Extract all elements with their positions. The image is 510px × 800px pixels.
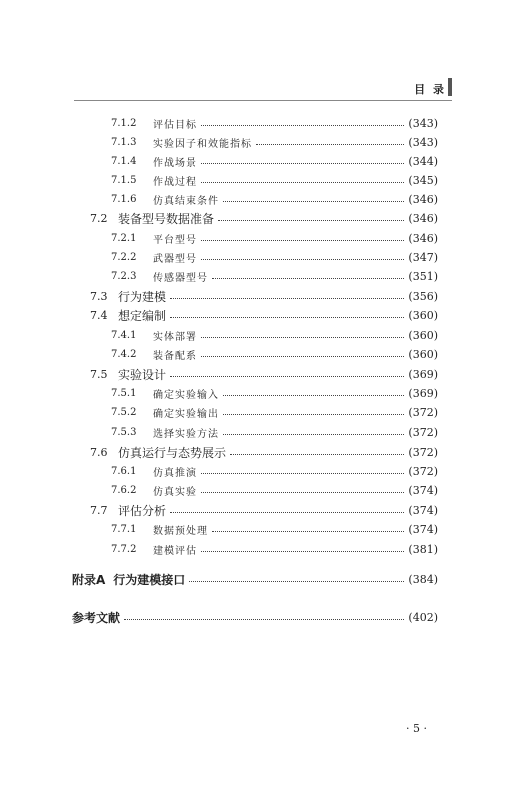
toc-entry-number: 7.4	[90, 308, 108, 322]
toc-leader-dots	[170, 511, 404, 513]
toc-entry-page: (346)	[408, 211, 438, 225]
toc-entry[interactable]	[90, 307, 438, 323]
toc-entry[interactable]	[111, 153, 438, 169]
toc-leader-dots	[223, 394, 404, 396]
toc-entry-page: (347)	[408, 250, 438, 264]
toc-entry[interactable]	[111, 191, 438, 207]
toc-entry[interactable]	[111, 115, 438, 131]
toc-leader-dots	[201, 162, 404, 164]
toc-entry[interactable]	[111, 249, 438, 265]
toc-entry-title: 武器型号	[153, 253, 197, 265]
toc-entry-page: (345)	[408, 173, 438, 187]
toc-entry-page: (369)	[408, 386, 438, 400]
toc-entry[interactable]	[111, 463, 438, 479]
toc-entry-page: (374)	[408, 483, 438, 497]
toc-references-entry[interactable]	[72, 608, 438, 626]
toc-leader-dots	[212, 277, 404, 279]
toc-entry-title: 装备配系	[153, 350, 197, 362]
toc-entry[interactable]	[111, 404, 438, 420]
toc-entry-number: 7.2.3	[111, 270, 137, 282]
toc-entry-title: 实验因子和效能指标	[153, 138, 252, 150]
toc-entry[interactable]	[111, 268, 438, 284]
toc-entry[interactable]	[111, 134, 438, 150]
toc-entry-page: (344)	[408, 154, 438, 168]
toc-entry[interactable]	[111, 482, 438, 498]
toc-entry-page: (372)	[408, 464, 438, 478]
toc-entry-number: 7.4.2	[111, 348, 137, 360]
toc-entry[interactable]	[90, 366, 438, 382]
toc-entry-number: 7.5.1	[111, 387, 137, 399]
page-number: · 5 ·	[406, 722, 427, 735]
toc-entry-page: (351)	[408, 269, 438, 283]
toc-entry-page: (372)	[408, 405, 438, 419]
toc-entry-number: 附录A	[72, 572, 106, 587]
toc-entry-title: 实验设计	[118, 367, 167, 382]
toc-leader-dots	[223, 200, 404, 202]
toc-entry-title: 想定编制	[118, 308, 167, 323]
toc-leader-dots	[223, 433, 404, 435]
toc-entry-title: 确定实验输出	[153, 408, 219, 420]
toc-entry-number: 7.4.1	[111, 329, 137, 341]
toc-entry-number: 7.6.2	[111, 484, 137, 496]
toc-entry[interactable]	[90, 288, 438, 304]
toc-entry-number: 7.1.3	[111, 136, 137, 148]
toc-entry[interactable]	[111, 327, 438, 343]
toc-entry-page: (374)	[408, 503, 438, 517]
toc-entry-title: 作战场景	[153, 157, 197, 169]
toc-entry[interactable]	[90, 444, 438, 460]
header-rule	[74, 100, 452, 101]
toc-leader-dots	[170, 375, 404, 377]
toc-entry-page: (384)	[408, 572, 438, 586]
toc-entry-number: 7.2.1	[111, 232, 137, 244]
toc-entry-page: (343)	[408, 135, 438, 149]
toc-entry-title: 作战过程	[153, 176, 197, 188]
toc-leader-dots	[223, 413, 404, 415]
toc-entry-title: 参考文献	[72, 610, 121, 625]
toc-entry[interactable]	[111, 424, 438, 440]
toc-entry-title: 传感器型号	[153, 272, 208, 284]
toc-entry-title: 行为建模接口	[113, 572, 186, 587]
toc-entry[interactable]	[90, 502, 438, 518]
toc-entry-title: 平台型号	[153, 234, 197, 246]
toc-entry-number: 7.5	[90, 367, 108, 381]
toc-leader-dots	[170, 297, 404, 299]
toc-entry[interactable]	[111, 230, 438, 246]
toc-entry-title: 选择实验方法	[153, 428, 219, 440]
toc-entry-number: 7.1.4	[111, 155, 137, 167]
toc-entry-title: 装备型号数据准备	[118, 211, 215, 226]
toc-leader-dots	[201, 472, 404, 474]
toc-entry-page: (402)	[408, 610, 438, 624]
toc-leader-dots	[201, 336, 404, 338]
toc-leader-dots	[230, 453, 404, 455]
toc-entry[interactable]	[111, 541, 438, 557]
toc-entry-number: 7.1.2	[111, 117, 137, 129]
toc-leader-dots	[201, 491, 404, 493]
toc-entry-page: (372)	[408, 425, 438, 439]
toc-appendix-entry[interactable]	[72, 570, 438, 588]
toc-entry-title: 仿真运行与态势展示	[118, 445, 227, 460]
toc-entry[interactable]	[111, 521, 438, 537]
toc-leader-dots	[170, 316, 404, 318]
toc-entry-title: 仿真结束条件	[153, 195, 219, 207]
toc-leader-dots	[201, 124, 404, 126]
toc-entry-title: 确定实验输入	[153, 389, 219, 401]
toc-entry-page: (360)	[408, 347, 438, 361]
toc-entry-title: 评估分析	[118, 503, 167, 518]
toc-entry-page: (360)	[408, 308, 438, 322]
toc-entry-title: 实体部署	[153, 331, 197, 343]
header-bar	[448, 78, 452, 96]
toc-entry-number: 7.1.6	[111, 193, 137, 205]
toc-entry-number: 7.6.1	[111, 465, 137, 477]
toc-entry[interactable]	[111, 172, 438, 188]
toc-entry-number: 7.3	[90, 289, 108, 303]
toc-entry-page: (369)	[408, 367, 438, 381]
toc-entry-number: 7.5.3	[111, 426, 137, 438]
toc-entry-page: (381)	[408, 542, 438, 556]
toc-leader-dots	[201, 239, 404, 241]
toc-entry-title: 仿真实验	[153, 486, 197, 498]
toc-entry-page: (360)	[408, 328, 438, 342]
toc-leader-dots	[201, 355, 404, 357]
toc-leader-dots	[124, 618, 404, 620]
toc-leader-dots	[256, 143, 404, 145]
toc-leader-dots	[201, 181, 404, 183]
toc-entry[interactable]	[111, 346, 438, 362]
toc-entry-number: 7.7.2	[111, 543, 137, 555]
toc-entry-title: 仿真推演	[153, 467, 197, 479]
toc-entry-page: (356)	[408, 289, 438, 303]
running-header: 目 录	[414, 83, 446, 96]
toc-entry-number: 7.2.2	[111, 251, 137, 263]
toc-leader-dots	[212, 530, 404, 532]
toc-entry-number: 7.7.1	[111, 523, 137, 535]
toc-entry-page: (346)	[408, 231, 438, 245]
toc-entry-number: 7.2	[90, 211, 108, 225]
toc-leader-dots	[189, 580, 404, 582]
toc-entry-number: 7.1.5	[111, 174, 137, 186]
toc-entry-page: (372)	[408, 445, 438, 459]
toc-entry-number: 7.5.2	[111, 406, 137, 418]
toc-leader-dots	[201, 550, 404, 552]
toc-entry-title: 数据预处理	[153, 525, 208, 537]
toc-entry-title: 建模评估	[153, 545, 197, 557]
toc-entry[interactable]	[90, 210, 438, 226]
toc-entry-page: (374)	[408, 522, 438, 536]
toc-entry-title: 评估目标	[153, 119, 197, 131]
toc-entry-number: 7.6	[90, 445, 108, 459]
toc-entry-page: (343)	[408, 116, 438, 130]
toc-leader-dots	[201, 258, 404, 260]
toc-leader-dots	[218, 219, 404, 221]
toc-entry-page: (346)	[408, 192, 438, 206]
toc-entry-number: 7.7	[90, 503, 108, 517]
toc-entry[interactable]	[111, 385, 438, 401]
toc-entry-title: 行为建模	[118, 289, 167, 304]
